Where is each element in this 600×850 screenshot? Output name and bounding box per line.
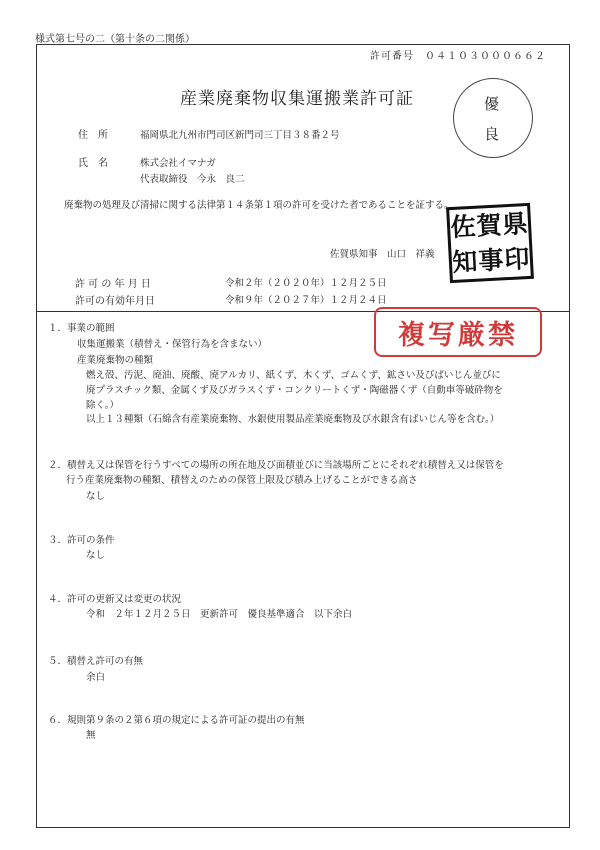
section-1-line: 産業廃棄物の種類 — [77, 355, 154, 366]
name-label: 氏 名 — [78, 158, 108, 169]
section-6-title: ６．規則第９条の２第６項の規定による許可証の提出の有無 — [48, 715, 305, 726]
section-2-value: なし — [86, 491, 106, 502]
company-name: 株式会社イマナガ — [140, 158, 216, 169]
section-1-line: 燃え殻、汚泥、廃油、廃酸、廃アルカリ、紙くず、木くず、ゴムくず、鉱さい及びばいじん並びに — [86, 370, 501, 381]
permit-number: 許可番号 ０４１０３０００６６２ — [370, 51, 546, 62]
certificate-title: 産業廃棄物収集運搬業許可証 — [180, 89, 414, 109]
representative: 代表取締役 今永 良二 — [140, 174, 245, 185]
section-1-line: 除く。） — [86, 400, 120, 411]
address-label: 住 所 — [78, 130, 108, 141]
seal-char: 県 — [501, 209, 529, 240]
section-2-title-cont: 行う産業廃棄物の種類、積替えのための保管上限及び積み上げることができる高さ — [66, 475, 418, 486]
section-1-line: 廃プラスチック類、金属くず及びガラスくず・コンクリートくず・陶磁器くず（自動車等破砕物を — [86, 385, 503, 396]
seal-char: 事 — [477, 245, 505, 276]
section-5-title: ５．積替え許可の有無 — [48, 656, 144, 667]
section-3-value: なし — [86, 550, 106, 561]
address-value: 福岡県北九州市門司区新門司三丁目３８番２号 — [140, 130, 340, 141]
seal-char: 賀 — [475, 210, 503, 241]
certificate-frame — [36, 44, 570, 828]
expiry-date-label: 許可の有効年月日 — [75, 296, 155, 307]
expiry-date-value: 令和９年（２０２７年）１２月２４日 — [225, 295, 387, 306]
section-1-title: １．事業の範囲 — [48, 323, 115, 334]
seal-char: 印 — [503, 243, 531, 275]
seal-char: 知 — [451, 246, 479, 277]
issue-date-value: 令和２年（２０２０年）１２月２５日 — [225, 278, 387, 289]
form-number: 様式第七号の二（第十条の二関係） — [35, 34, 195, 45]
section-1-line: 以上１３種類（石綿含有産業廃棄物、水銀使用製品産業廃棄物及び水銀含有ばいじん等を含む。） — [86, 414, 500, 425]
section-4-value: 令和 ２年１２月２５日 更新許可 優良基準適合 以下余白 — [86, 609, 353, 620]
issuer: 佐賀県知事 山口 祥義 — [330, 249, 435, 260]
section-2-title: ２．積替え又は保管を行うすべての場所の所在地及び面積並びに当該場所ごとにそれぞれ積替え又は保管を — [48, 460, 504, 471]
section-6-value: 無 — [86, 730, 96, 741]
section-3-title: ３．許可の条件 — [48, 535, 115, 546]
yuryo-char-1: 優 — [484, 95, 500, 113]
official-seal — [446, 203, 534, 283]
yuryo-mark — [453, 78, 533, 158]
section-4-title: ４．許可の更新又は変更の状況 — [48, 594, 182, 605]
yuryo-char-2: 良 — [484, 125, 500, 143]
certification-statement: 廃棄物の処理及び清掃に関する法律第１４条第１項の許可を受けた者であることを証する。 — [64, 200, 454, 211]
section-1-line: 収集運搬業（積替え・保管行為を含まない） — [77, 339, 268, 350]
no-copy-stamp: 複写厳禁 — [374, 307, 542, 357]
section-5-value: 余白 — [86, 672, 106, 683]
seal-char: 佐 — [449, 211, 477, 243]
issue-date-label: 許 可 の 年 月 日 — [75, 279, 151, 290]
